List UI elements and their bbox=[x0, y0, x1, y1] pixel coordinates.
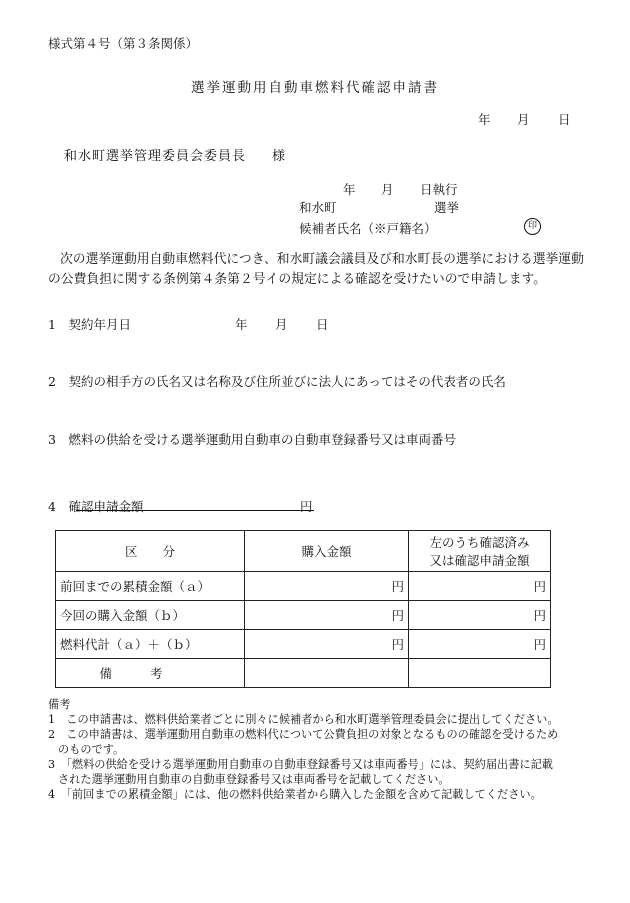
row-label: 燃料代計（ａ）＋（ｂ） bbox=[56, 630, 245, 659]
note-2: 2 この申請書は、選挙運動用自動車の燃料代について公費負担の対象となるものの確認を受けるため bbox=[48, 728, 559, 741]
execution-day: 日執行 bbox=[420, 182, 458, 197]
application-date-month: 月 bbox=[517, 112, 530, 127]
header-confirmed-line2: 又は確認申請金額 bbox=[429, 553, 530, 568]
contract-date-year: 年 bbox=[235, 317, 248, 332]
application-date-day: 日 bbox=[558, 112, 571, 127]
contract-date-month: 月 bbox=[275, 317, 288, 332]
town-name: 和水町 bbox=[299, 200, 337, 215]
table-row bbox=[56, 572, 551, 601]
remarks-cell[interactable] bbox=[409, 659, 551, 688]
confirmed-amount-cell[interactable]: 円 bbox=[409, 630, 551, 659]
notes-section bbox=[48, 697, 559, 802]
execution-year: 年 bbox=[343, 182, 356, 197]
body-text: 次の選挙運動用自動車燃料代につき、和水町議会議員及び和水町長の選挙における選挙運動の公費負担に関する条例第４条第２号イの規定による確認を受けたいので申請します。 bbox=[48, 252, 584, 287]
note-4: 4 「前回までの累積金額」には、他の燃料供給業者から購入した金額を含めて記載してください。 bbox=[48, 788, 542, 801]
row-label: 前回までの累積金額（ａ） bbox=[56, 572, 245, 601]
header-category: 区 分 bbox=[56, 531, 245, 572]
execution-month: 月 bbox=[381, 182, 394, 197]
item-contract-party: 2 契約の相手方の氏名又は名称及び住所並びに法人にあってはその代表者の氏名 bbox=[48, 374, 506, 389]
table-header-row bbox=[56, 531, 551, 572]
honorific: 様 bbox=[272, 149, 286, 164]
purchase-amount-cell[interactable]: 円 bbox=[245, 572, 409, 601]
note-2-cont: のものです。 bbox=[58, 743, 125, 756]
remarks-cell[interactable] bbox=[245, 659, 409, 688]
note-3-cont: された選挙運動用自動車の自動車登録番号又は車両番号を記載してください。 bbox=[58, 773, 450, 786]
candidate-name-label: 候補者氏名（※戸籍名） bbox=[299, 221, 437, 236]
confirmed-amount-cell[interactable]: 円 bbox=[409, 572, 551, 601]
application-date-year: 年 bbox=[478, 112, 491, 127]
fuel-cost-table bbox=[55, 530, 551, 688]
notes-heading: 備考 bbox=[48, 698, 71, 711]
row-label: 今回の購入金額（ｂ） bbox=[56, 601, 245, 630]
application-amount-yen: 円 bbox=[300, 499, 313, 514]
table-row bbox=[56, 630, 551, 659]
note-1: 1 この申請書は、燃料供給業者ごとに別々に候補者から和水町選挙管理委員会に提出してください。 bbox=[48, 713, 559, 726]
seal-icon: 印 bbox=[524, 218, 541, 235]
table-row-remarks bbox=[56, 659, 551, 688]
note-3: 3 「燃料の供給を受ける選挙運動用自動車の自動車登録番号又は車両番号」には、契約届出書に記載 bbox=[48, 758, 553, 771]
page-title: 選挙運動用自動車燃料代確認申請書 bbox=[191, 80, 439, 96]
amount-underline bbox=[76, 510, 314, 511]
election-label: 選挙 bbox=[434, 200, 460, 215]
contract-date-day: 日 bbox=[316, 317, 329, 332]
header-purchase-amount: 購入金額 bbox=[245, 531, 409, 572]
header-confirmed-line1: 左のうち確認済み bbox=[429, 535, 530, 550]
header-confirmed-amount bbox=[409, 531, 551, 572]
table-row bbox=[56, 601, 551, 630]
form-number: 様式第４号（第３条関係） bbox=[48, 36, 199, 51]
confirmed-amount-cell[interactable]: 円 bbox=[409, 601, 551, 630]
item-application-amount: 4 確認申請金額 bbox=[48, 499, 144, 514]
purchase-amount-cell[interactable]: 円 bbox=[245, 630, 409, 659]
remarks-label: 備考 bbox=[56, 659, 245, 688]
addressee: 和水町選挙管理委員会委員長 bbox=[64, 149, 247, 164]
item-contract-date: 1 契約年月日 bbox=[48, 317, 131, 332]
purchase-amount-cell[interactable]: 円 bbox=[245, 601, 409, 630]
item-vehicle-number: 3 燃料の供給を受ける選挙運動用自動車の自動車登録番号又は車両番号 bbox=[48, 432, 456, 447]
